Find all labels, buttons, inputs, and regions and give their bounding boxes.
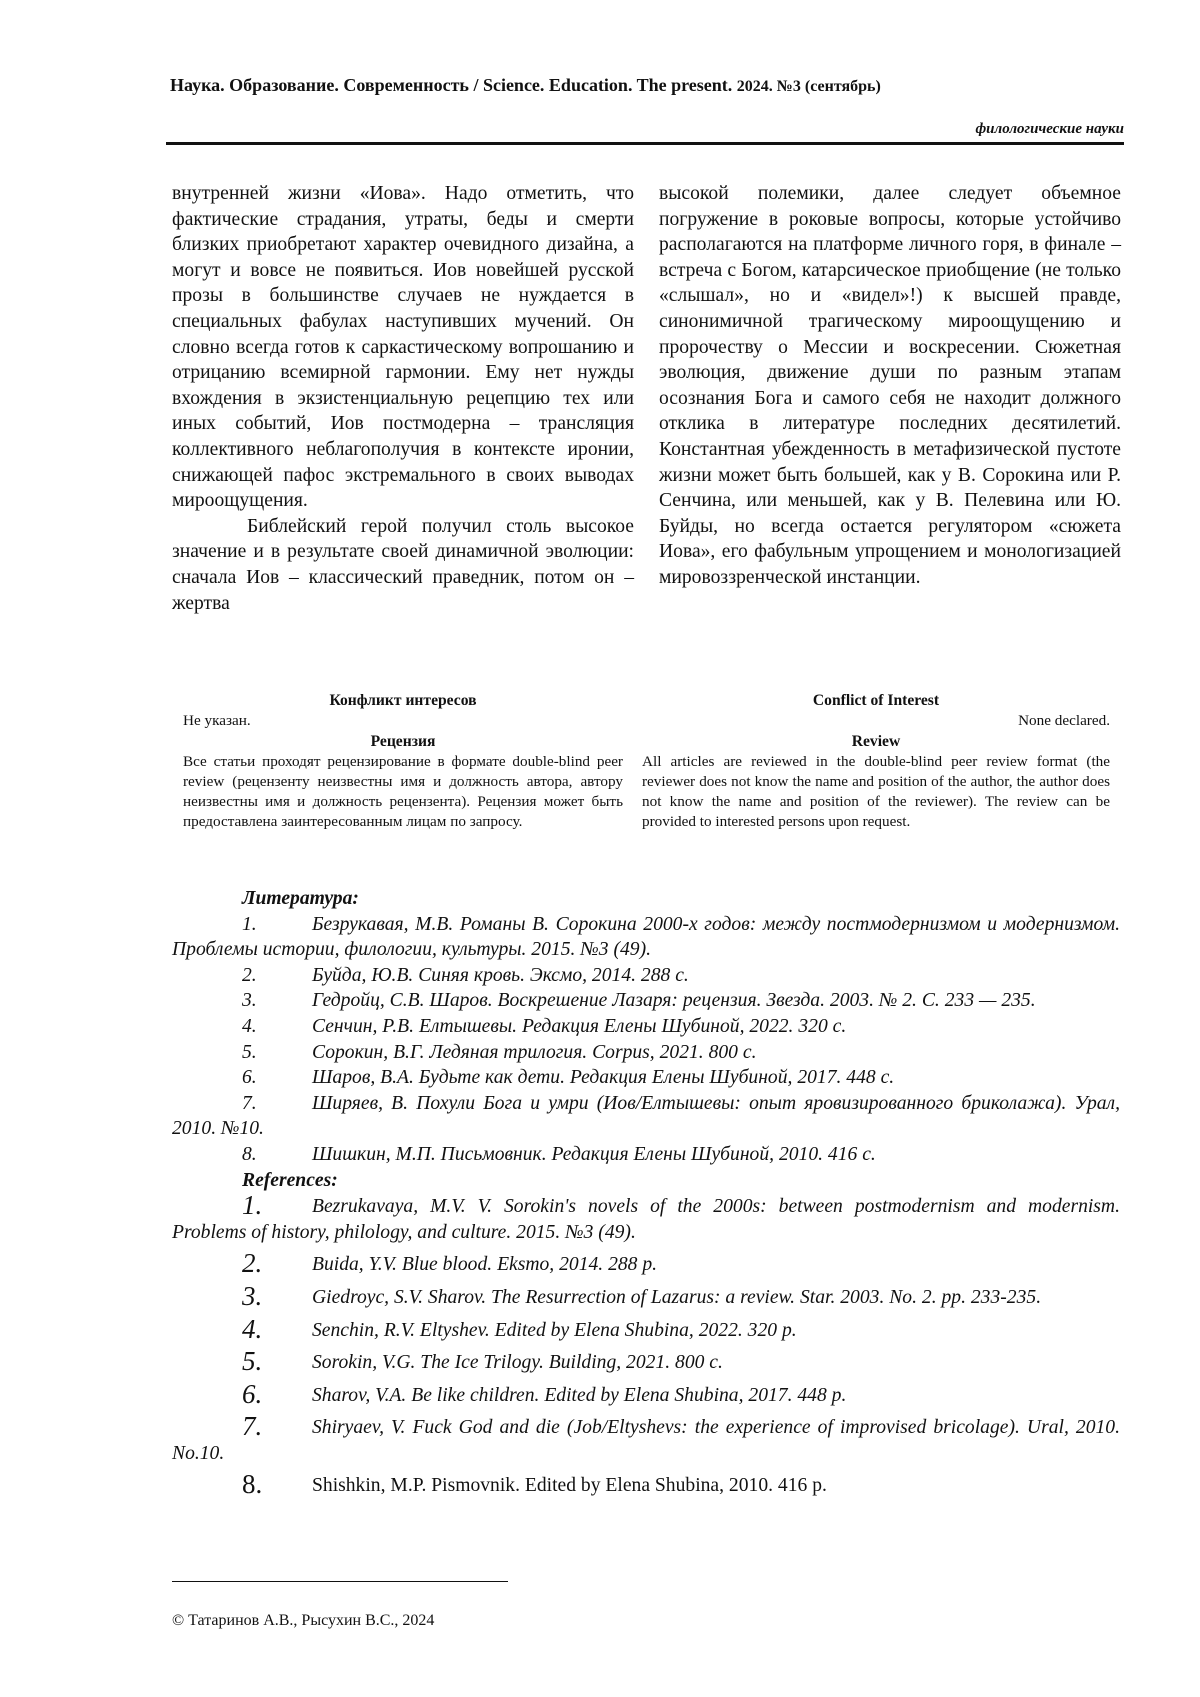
paragraph: внутренней жизни «Иова». Надо отметить, что фактические страдания, утраты, беды и смерти близких приобретают характер очевидного дизайна, а могут и вовсе не появиться. Иов новейшей русской прозы в большинстве случаев не нуждается в специальных фабулах наступивших мучений. Он словно всегда готов к саркастическому вопрошанию и отрицанию всемирной гармонии. Ему нет нужды вхождения в экзистенциальную рецепцию тех или иных событий, Иов постмодерна – трансляция коллективного неблагополучия в контексте иронии, снижающей пафос экстремального в своих выводах мироощущения. — [172, 183, 634, 512]
review-text-ru: Все статьи проходят рецензирование в формате double-blind peer review (рецензенту неизвестны имя и должность автора, автору неизвестны имя и должность рецензента). Рецензия может быть предоставлена заинтересованным лицам по запросу. — [183, 753, 623, 830]
item-number: 1. — [242, 1190, 263, 1221]
item-text: Ширяев, В. Похули Бога и умри (Иов/Елтышевы: опыт яровизированного бриколажа). Урал, 2010. №10. — [172, 1092, 1120, 1140]
references-heading: References: — [242, 1169, 338, 1191]
item-number: 4. — [242, 1313, 263, 1344]
meta-en — [642, 690, 1110, 832]
item-number: 3. — [242, 1280, 263, 1311]
literature-item — [172, 1142, 1120, 1168]
paragraph: высокой полемики, далее следует объемное погружение в роковые вопросы, которые устойчиво располагаются на платформе личного горя, в финале – встреча с Богом, катарсическое приобщение (не только «слышал», но и «видел»!) к высшей правде, синонимичной трагическому мироощущению и пророчеству о Мессии и воскресении. Сюжетная эволюция, движение души по разным этапам осознания Бога и самого себя не находит должного отклика в литературе последних десятилетий. Константная убежденность в метафизической пустоте жизни может быть большей, как у В. Сорокина или Р. Сенчина, или меньшей, как у В. Пелевина или Ю. Буйды, но всегда остается регулятором «сюжета Иова», его фабульным упрощением и монологизацией мировоззренческой инстанции. — [659, 183, 1121, 588]
literature-item — [172, 1065, 1120, 1091]
item-text: Shishkin, M.P. Pismovnik. Edited by Elena Shubina, 2010. 416 p. — [312, 1475, 827, 1497]
item-text: Безрукавая, М.В. Романы В. Сорокина 2000-х годов: между постмодернизмом и модернизмом. Проблемы истории, филологии, культуры. 2015. №3 (49). — [172, 913, 1120, 961]
reference-item — [172, 1378, 1120, 1409]
literature-item — [172, 988, 1120, 1014]
journal-header — [170, 73, 1130, 99]
reference-item — [172, 1280, 1120, 1311]
reference-item — [172, 1313, 1120, 1344]
item-number: 5. — [242, 1346, 263, 1377]
item-number: 7. — [242, 1411, 263, 1442]
literature-item — [172, 1014, 1120, 1040]
journal-title: Наука. Образование. Современность / Science. Education. The present. — [170, 75, 733, 95]
conflict-title-en: Conflict of Interest — [812, 692, 940, 709]
conflict-text-ru: Не указан. — [183, 712, 251, 729]
item-number: 8. — [242, 1143, 257, 1165]
body-left-column — [172, 181, 634, 616]
conflict-text-en: None declared. — [1018, 712, 1110, 729]
literature-item — [172, 1091, 1120, 1142]
item-number: 2. — [242, 964, 257, 986]
item-number: 1. — [242, 913, 257, 935]
review-title-en: Review — [851, 733, 901, 750]
item-text: Bezrukavaya, M.V. V. Sorokin's novels of the 2000s: between postmodernism and modernism. Problems of history, philology, and culture. 2015. №3 (49). — [172, 1196, 1120, 1243]
item-number: 6. — [242, 1067, 257, 1089]
item-text: Giedroyc, S.V. Sharov. The Resurrection of Lazarus: a review. Star. 2003. No. 2. pp. 233-235. — [312, 1286, 1042, 1308]
item-text: Буйда, Ю.В. Синяя кровь. Эксмо, 2014. 288 с. — [312, 964, 689, 986]
item-number: 2. — [242, 1248, 263, 1279]
copyright-notice: © Татаринов А.В., Рысухин В.С., 2024 — [172, 1612, 435, 1629]
literature-item — [172, 912, 1120, 963]
item-text: Senchin, R.V. Eltyshev. Edited by Elena Shubina, 2022. 320 p. — [312, 1319, 797, 1341]
bibliography — [172, 886, 1120, 1499]
item-number: 4. — [242, 1015, 257, 1037]
review-text-en: All articles are reviewed in the double-blind peer review format (the reviewer does not know the name and position of the author, the author does not know the name and position of the reviewer). The review can be provided to interested persons upon request. — [642, 753, 1110, 830]
literature-item — [172, 963, 1120, 989]
item-number: 6. — [242, 1378, 263, 1409]
item-text: Шишкин, М.П. Письмовник. Редакция Елены Шубиной, 2010. 416 с. — [312, 1143, 876, 1165]
body-right-column — [659, 181, 1121, 591]
reference-item — [172, 1411, 1120, 1466]
conflict-title-ru: Конфликт интересов — [329, 692, 477, 709]
footnote-divider — [172, 1581, 508, 1582]
meta-ru — [183, 690, 623, 832]
literature-heading: Литература: — [242, 888, 359, 909]
reference-item — [172, 1346, 1120, 1377]
item-text: Sorokin, V.G. The Ice Trilogy. Building, 2021. 800 c. — [312, 1352, 723, 1374]
item-number: 5. — [242, 1041, 257, 1063]
item-text: Гедройц, С.В. Шаров. Воскрешение Лазаря: рецензия. Звезда. 2003. № 2. С. 233 — 235. — [312, 990, 1036, 1012]
item-text: Shiryaev, V. Fuck God and die (Job/Eltyshevs: the experience of improvised bricolage). Ural, 2010. No.10. — [172, 1417, 1120, 1464]
item-text: Сенчин, Р.В. Елтышевы. Редакция Елены Шубиной, 2022. 320 с. — [312, 1015, 847, 1037]
journal-issue: 2024. №3 (сентябрь) — [736, 78, 881, 95]
review-title-ru: Рецензия — [370, 733, 436, 750]
reference-item — [172, 1190, 1120, 1245]
header-divider — [166, 142, 1124, 145]
literature-item — [172, 1040, 1120, 1066]
item-number: 7. — [242, 1092, 257, 1114]
item-number: 3. — [242, 990, 257, 1012]
section-label: филологические науки — [975, 121, 1124, 137]
reference-item — [172, 1248, 1120, 1279]
item-text: Sharov, V.A. Be like children. Edited by Elena Shubina, 2017. 448 p. — [312, 1384, 847, 1406]
item-text: Шаров, В.А. Будьте как дети. Редакция Елены Шубиной, 2017. 448 с. — [312, 1067, 895, 1089]
paragraph: Библейский герой получил столь высокое значение и в результате своей динамичной эволюции: сначала Иов – классический праведник, потом он – жертва — [172, 515, 634, 614]
item-text: Buida, Y.V. Blue blood. Eksmo, 2014. 288 p. — [312, 1254, 658, 1276]
item-number: 8. — [242, 1469, 263, 1500]
item-text: Сорокин, В.Г. Ледяная трилогия. Corpus, 2021. 800 с. — [312, 1041, 757, 1063]
reference-item — [172, 1469, 1120, 1500]
